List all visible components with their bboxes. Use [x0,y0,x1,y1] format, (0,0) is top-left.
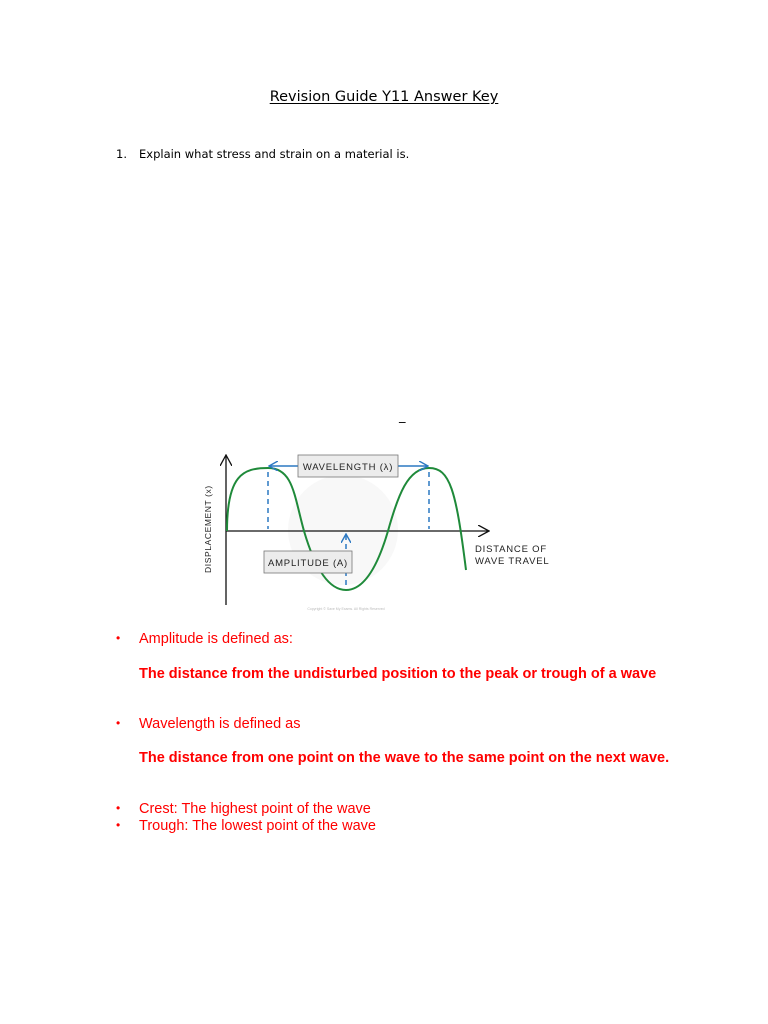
amplitude-answer: The distance from the undisturbed position to the peak or trough of a wave [139,666,657,682]
bullet-crest [116,801,371,817]
wavelength-label: WAVELENGTH (λ) [302,462,394,473]
crest-definition: Crest: The highest point of the wave [139,801,371,817]
bullet-amplitude-prompt [116,631,293,647]
question-text: Explain what stress and strain on a material is. [139,147,410,161]
bullet-trough [116,818,376,834]
x-axis-label-line2: WAVE TRAVEL [475,556,550,567]
bullet-wavelength-prompt [116,716,300,732]
amplitude-label: AMPLITUDE (A) [267,558,349,569]
wavelength-answer: The distance from one point on the wave to the same point on the next wave. [139,750,670,766]
stray-mark: _ [399,409,406,424]
wavelength-prompt: Wavelength is defined as [139,716,301,732]
bullet-marker: • [116,631,121,645]
copyright-text: Copyright © Save My Exams. All Rights Reserved [307,607,385,611]
trough-definition: Trough: The lowest point of the wave [139,818,376,834]
page-title: Revision Guide Y11 Answer Key [269,89,499,105]
wave-diagram [198,450,568,625]
question-number: 1. [116,147,127,161]
bullet-marker: • [116,716,121,730]
bullet-marker: • [116,801,121,815]
wave-diagram-svg [198,450,568,620]
amplitude-prompt: Amplitude is defined as: [139,631,293,647]
question-1 [116,147,409,161]
y-axis-label: DISPLACEMENT (x) [203,485,213,573]
bullet-marker: • [116,818,121,832]
x-axis-label-line1: DISTANCE OF [475,544,547,555]
